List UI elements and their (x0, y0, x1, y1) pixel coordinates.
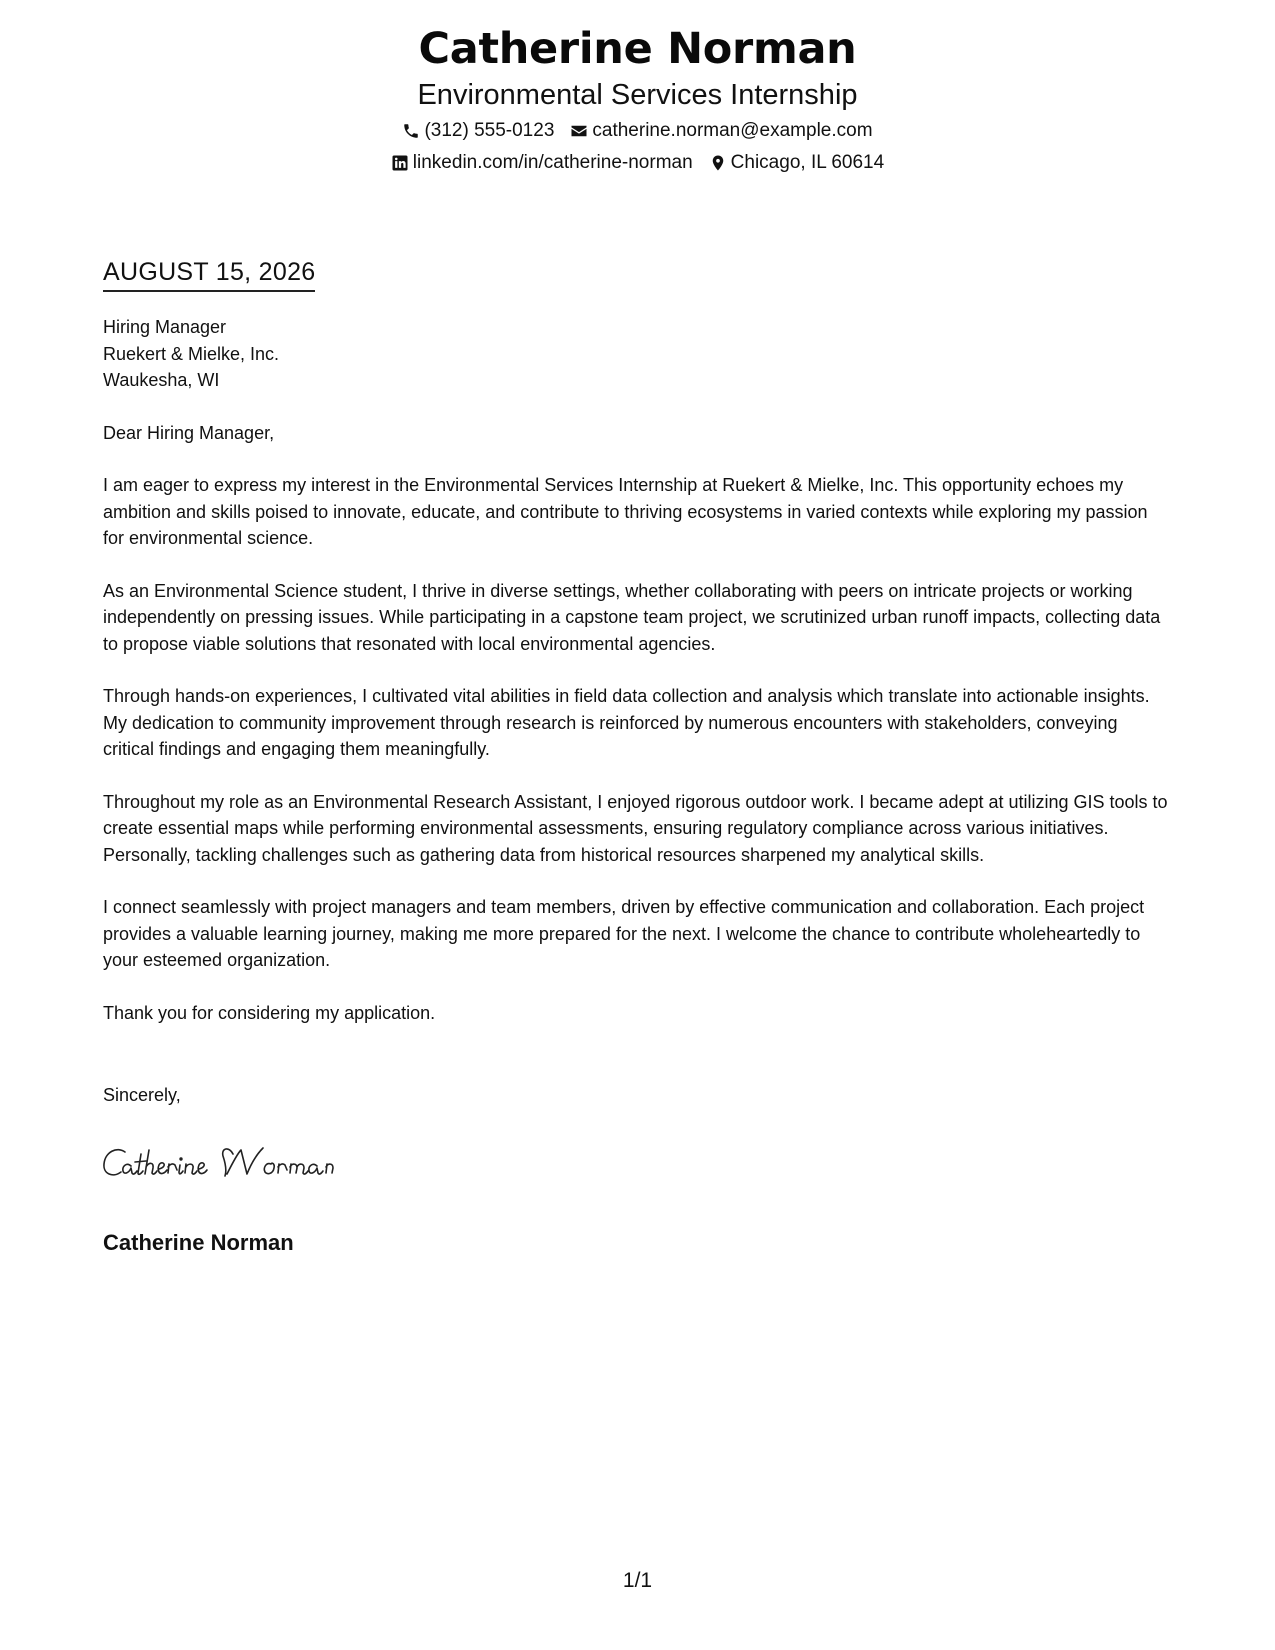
salutation: Dear Hiring Manager, (103, 422, 275, 443)
phone-icon (402, 122, 420, 140)
letter-closing: Sincerely, (103, 1085, 181, 1105)
body-paragraph: I connect seamlessly with project managers and team members, driven by effective communication and collaboration. Each project provides a valuable learning journey, making me more prepared for the next. I welcome the chance to contribute wholeheartedly to your esteemed organization. (103, 897, 1145, 970)
contact-location (709, 150, 885, 176)
recipient-company: Ruekert & Mielke, Inc. (103, 343, 280, 364)
linkedin-icon (391, 154, 409, 172)
body-paragraph: Through hands-on experiences, I cultivated vital abilities in field data collection and analysis which translate into actionable insights. My dedication to community improvement through research is reinforced by numerous encounters with stakeholders, conveying critical findings and engaging them meaningfully. (103, 686, 1150, 759)
position-title: Environmental Services Internship (417, 79, 858, 111)
letter-date: AUGUST 15, 2026 (103, 255, 315, 292)
applicant-name: Catherine Norman (418, 24, 857, 74)
contact-row-primary (0, 118, 1275, 144)
phone-number: (312) 555-0123 (424, 120, 555, 141)
page-number: 1/1 (622, 1569, 653, 1592)
linkedin-url: linkedin.com/in/catherine-norman (412, 152, 693, 173)
body-paragraph: As an Environmental Science student, I thrive in diverse settings, whether collaborating with peers on intricate projects or working independently on pressing issues. While participating in a capstone team project, we scrutinized urban runoff impacts, collecting data to propose viable solutions that resonated with local environmental agencies. (103, 580, 1161, 654)
recipient-location: Waukesha, WI (103, 370, 220, 390)
contact-linkedin (391, 150, 693, 176)
contact-row-secondary (0, 150, 1275, 176)
letter-header (0, 22, 1275, 176)
signer-name: Catherine Norman (103, 1230, 294, 1255)
location-text: Chicago, IL 60614 (730, 152, 885, 173)
map-pin-icon (709, 154, 727, 172)
handwritten-signature (101, 1140, 369, 1190)
body-paragraph: I am eager to express my interest in the Environmental Services Internship at Ruekert & Mielke, Inc. This opportunity echoes my ambition and skills poised to innovate, educate, and contribute to thriving ecosystems in varied contexts while exploring my passion for environmental science. (103, 475, 1148, 548)
contact-phone (402, 118, 554, 144)
email-address: catherine.norman@example.com (592, 120, 873, 141)
envelope-icon (570, 122, 588, 140)
recipient-block (103, 314, 1173, 394)
recipient-title: Hiring Manager (103, 317, 227, 337)
contact-email (570, 118, 872, 144)
closing-paragraph: Thank you for considering my application. (103, 1002, 436, 1023)
body-paragraph: Throughout my role as an Environmental Research Assistant, I enjoyed rigorous outdoor work. I became adept at utilizing GIS tools to create essential maps while performing environmental assessments, ensuring regulatory compliance across various initiatives. Personally, tackling challenges such as gathering data from historical resources sharpened my analytical skills. (103, 791, 1168, 865)
letter-body (103, 314, 1173, 1026)
